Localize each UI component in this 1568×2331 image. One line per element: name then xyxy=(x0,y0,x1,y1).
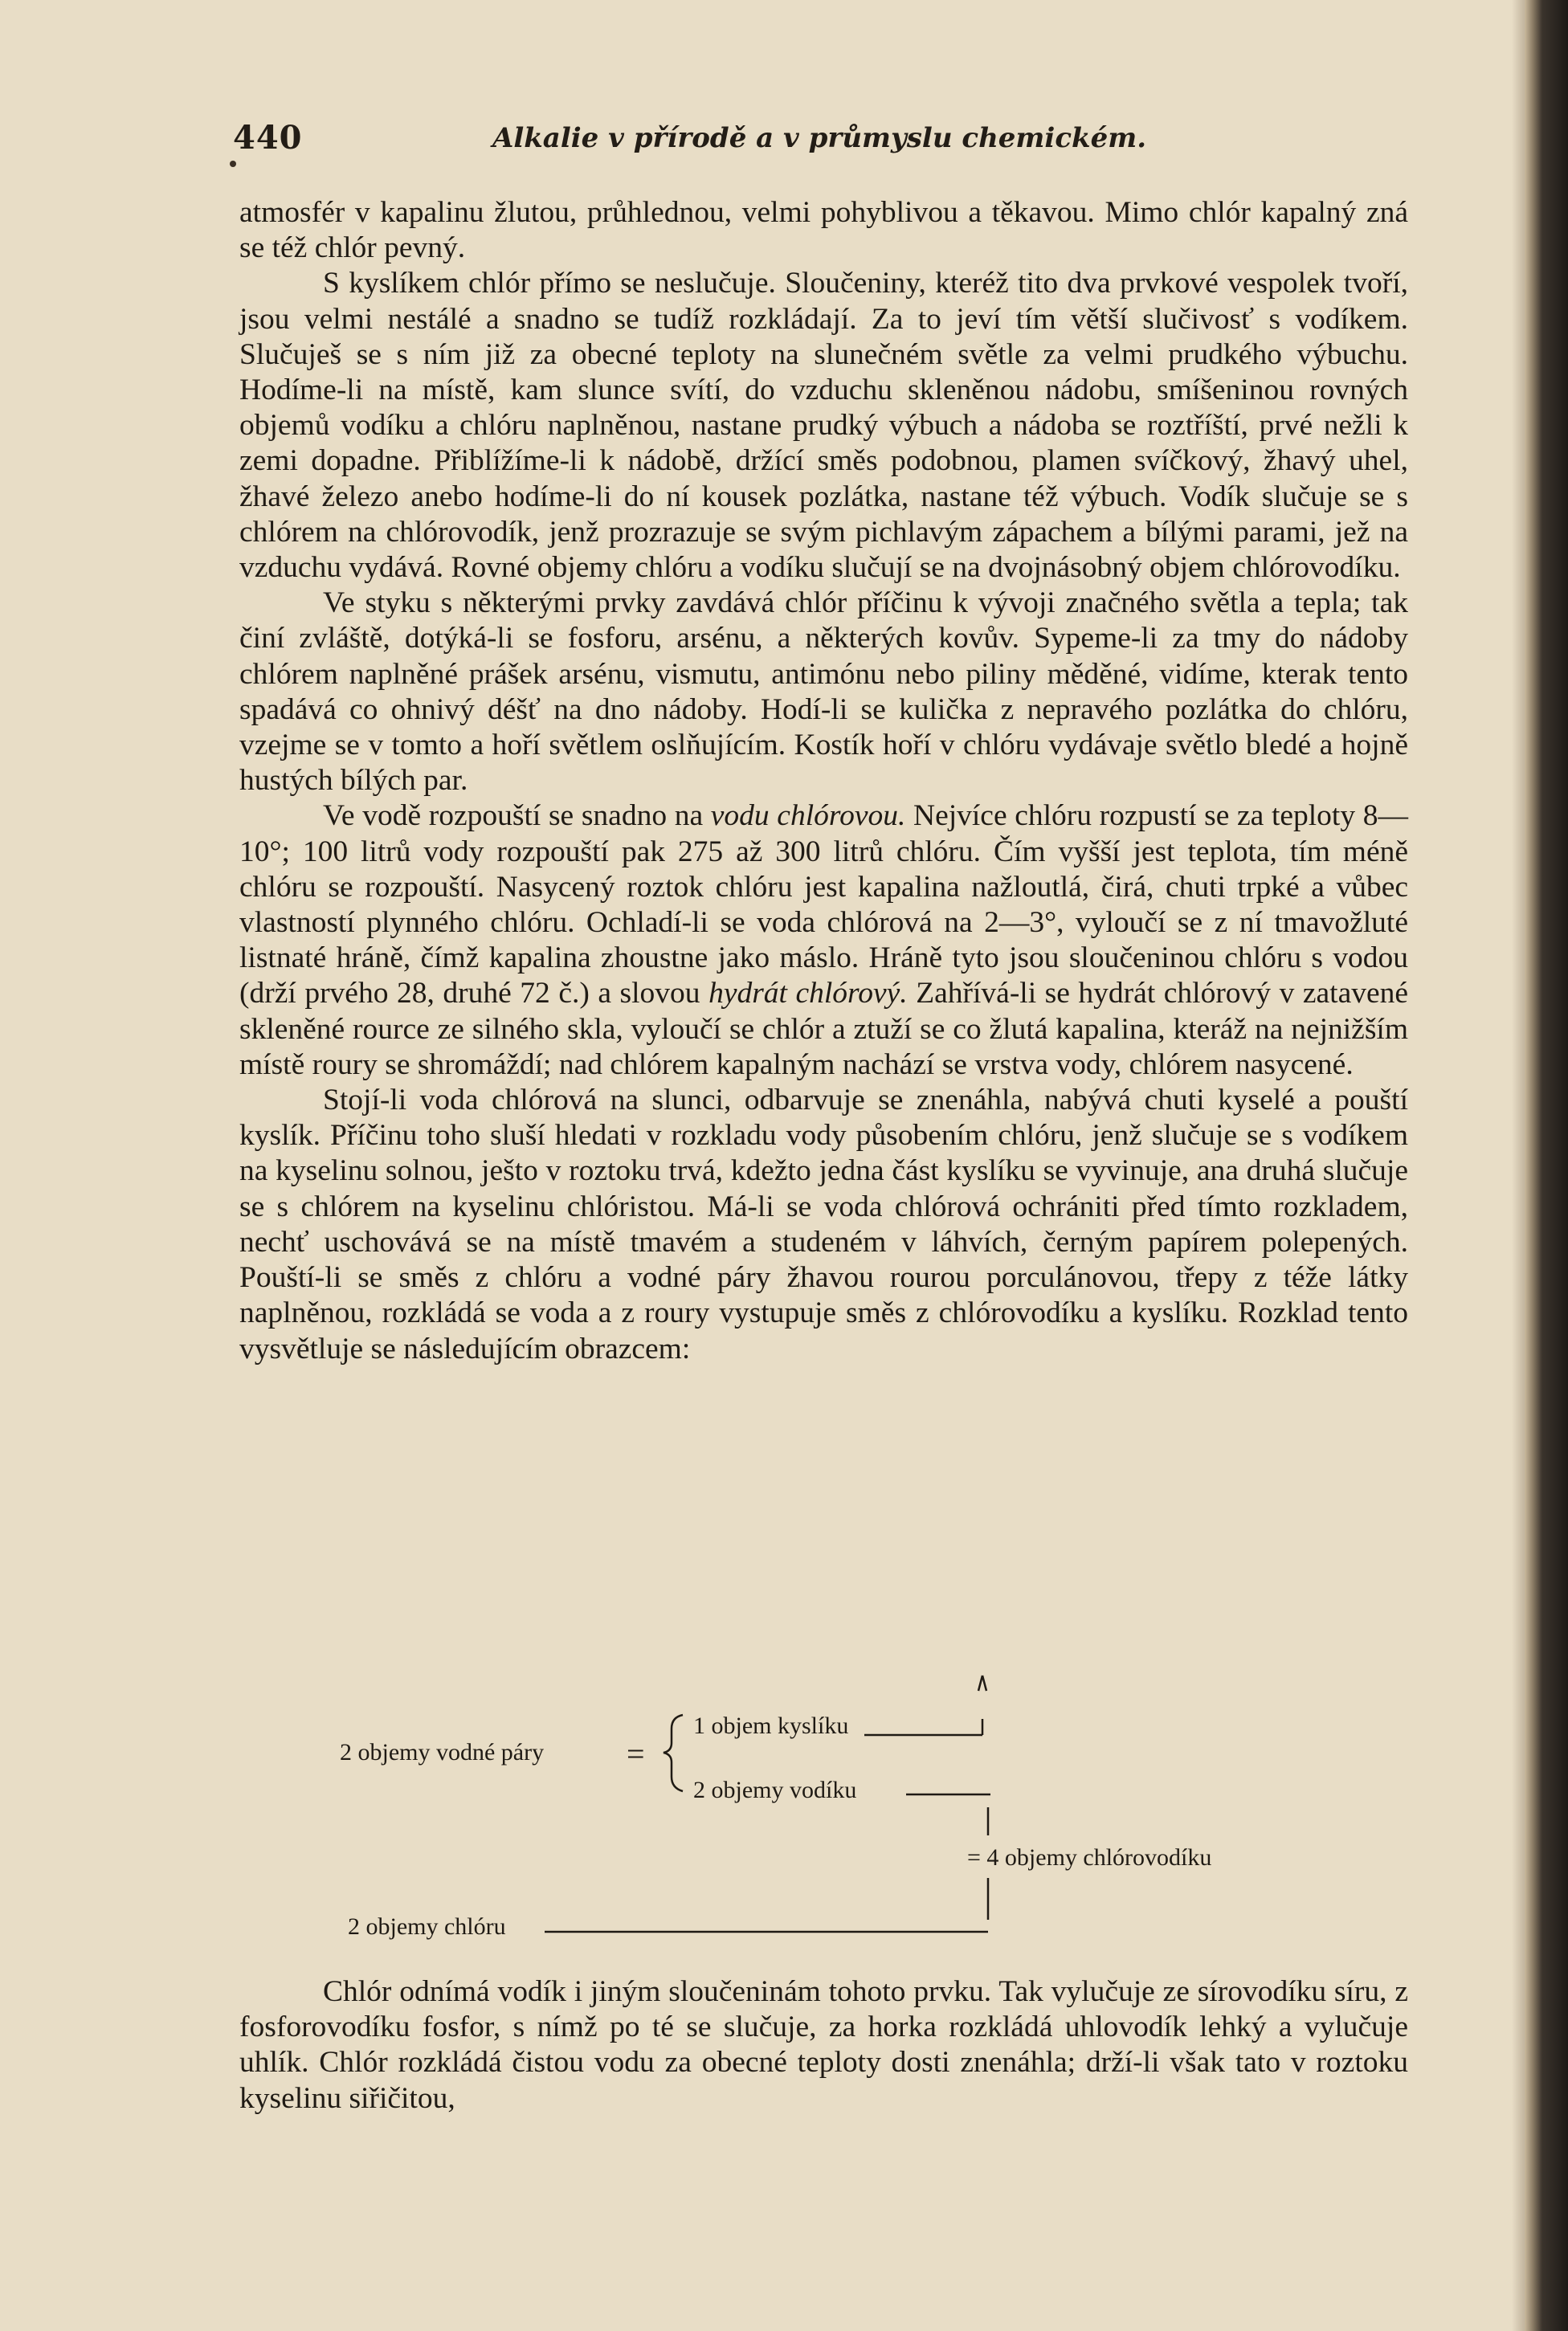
paragraph-text: Nejvíce chlóru rozpustí se za teploty 8—10°; 100 litrů vody rozpouští pak 275 až 300 litrů chlóru. Čím vyšší jest teplota, tím méně chlóru se rozpouští. Nasycený roztok chlóru jest kapalina nažloutlá, čirá, chuti trpké a vůbec vlastností plynného chlóru. Ochladí-li se voda chlórová na 2—3°, vyloučí se z ní tmavožluté listnaté hráně, čímž kapalina zhoustne jako máslo. Hráně tyto jsou sloučeninou chlóru s vodou (drží prvého 28, druhé 72 č.) a slovou xyxy=(239,799,1408,1010)
paragraph-text: Ve vodě rozpouští se snadno na xyxy=(323,799,711,833)
paragraph-sunlight: Stojí-li voda chlórová na slunci, odbarvuje se znenáhla, nabývá chuti kyselé a pouští kyslík. Příčinu toho sluší hledati v rozkladu vody působením chlóru, jenž slučuje se s vodíkem na kyselinu solnou, ješto v roztoku trvá, kdežto jedna část kyslíku se vyvinuje, ana druhá slučuje se s chlórem na kyselinu chlóristou. Má-li se voda chlórová ochrániti před tímto rozkladem, nechť uschovává se na místě tmavém a studeném v láhvích, černým papírem polepených. Pouští-li se směs z chlóru a vodné páry žhavou rourou porculánovou, třepy z téže látky naplněnou, rozkládá se voda a z roury vystupuje směs z chlórovodíku a kyslíku. Rozklad tento vysvětluje se následujícím obrazcem: xyxy=(239,1084,1408,1366)
diagram-part-oxygen: 1 objem kyslíku xyxy=(693,1713,849,1739)
ink-speck xyxy=(230,161,236,167)
diagram-part-hydrogen: 2 objemy vodíku xyxy=(693,1777,857,1803)
book-binding-edge xyxy=(1525,0,1568,2331)
paragraph-chlorine-water xyxy=(239,798,1408,1083)
body-text xyxy=(239,195,1408,1367)
body-text-final xyxy=(239,1974,1408,2117)
diagram-equals: = xyxy=(627,1736,645,1772)
page-header xyxy=(233,119,1406,167)
diagram-bottom-term: 2 objemy chlóru xyxy=(348,1913,506,1940)
paragraph-light-heat: Ve styku s některými prvky zavdává chlór příčinu k vývoji značného světla a tepla; tak činí zvláště, dotýká-li se fosforu, arsénu, a některých kovův. Sypeme-li za tmy do nádoby chlórem naplněné prášek arsénu, vismutu, antimónu nebo piliny měděné, vidíme, kterak tento spadává co ohnivý déšť na dno nádoby. Hodí-li se kulička z nepravého pozlátka do chlóru, vzejme se v tomto a hoří světlem oslňujícím. Kostík hoří v chlóru vydávaje světlo bledé a hojně hustých bílých par. xyxy=(239,586,1408,798)
page-gutter-shadow xyxy=(1512,0,1525,2331)
diagram-result: = 4 objemy chlórovodíku xyxy=(967,1844,1212,1871)
page-number: 440 xyxy=(233,119,303,157)
paragraph-continued: atmosfér v kapalinu žlutou, průhlednou, velmi pohyblivou a těkavou. Mimo chlór kapalný zná se též chlór pevný. xyxy=(239,196,1408,265)
running-head: Alkalie v přírodě a v průmyslu chemickém. xyxy=(492,122,1147,154)
paragraph-final: Chlór odnímá vodík i jiným sloučeninám tohoto prvku. Tak vylučuje ze sírovodíku síru, z fosforovodíku fosfor, s nímž po té se slučuje, za horka rozkládá uhlovodík lehký a vylučuje uhlík. Chlór rozkládá čistou vodu za obecné teploty dosti znenáhla; drží-li však tato v roztoku kyselinu siřičitou, xyxy=(239,1975,1408,2115)
paragraph-oxygen: S kyslíkem chlór přímo se neslučuje. Sloučeniny, kteréž tito dva prvkové vespolek tvoří, jsou velmi nestálé a snadno se tudíž rozkládají. Za to jeví tím větší slučivosť s vodíkem. Slučuješ se s ním již za obecné teploty na slunečném světle za velmi prudkého výbuchu. Hodíme-li na místě, kam slunce svítí, do vzduchu skleněnou nádobu, smíšeninou rovných objemů vodíku a chlóru naplněnou, nastane prudký výbuch a nádoba se roztříští, prvé nežli k zemi dopadne. Přiblížíme-li k nádobě, držící směs podobnou, plamen svíčkový, žhavý uhel, žhavé železo anebo hodíme-li do ní kousek pozlátka, nastane též výbuch. Vodík slučuje se s chlórem na chlórovodík, jenž prozrazuje se svým pichlavým zápachem a bílými parami, jež na vzduchu vydává. Rovné objemy chlóru a vodíku slučují se na dvojnásobný objem chlórovodíku. xyxy=(239,267,1408,585)
term-chlorine-water: vodu chlórovou. xyxy=(710,799,906,833)
paragraph-text: Zahřívá-li se hydrát chlórový v zatavené skleněné rource ze silného skla, vyloučí se chlór a ztuží se co žlutá kapalina, kteráž na nejnižším místě roury se shromáždí; nad chlórem kapalným nachází se vrstva vody, chlórem nasycené. xyxy=(239,977,1409,1081)
term-chlorine-hydrate: hydrát chlórový. xyxy=(708,977,908,1010)
reaction-diagram xyxy=(239,1655,1408,1960)
diagram-left-term: 2 objemy vodné páry xyxy=(340,1739,545,1766)
